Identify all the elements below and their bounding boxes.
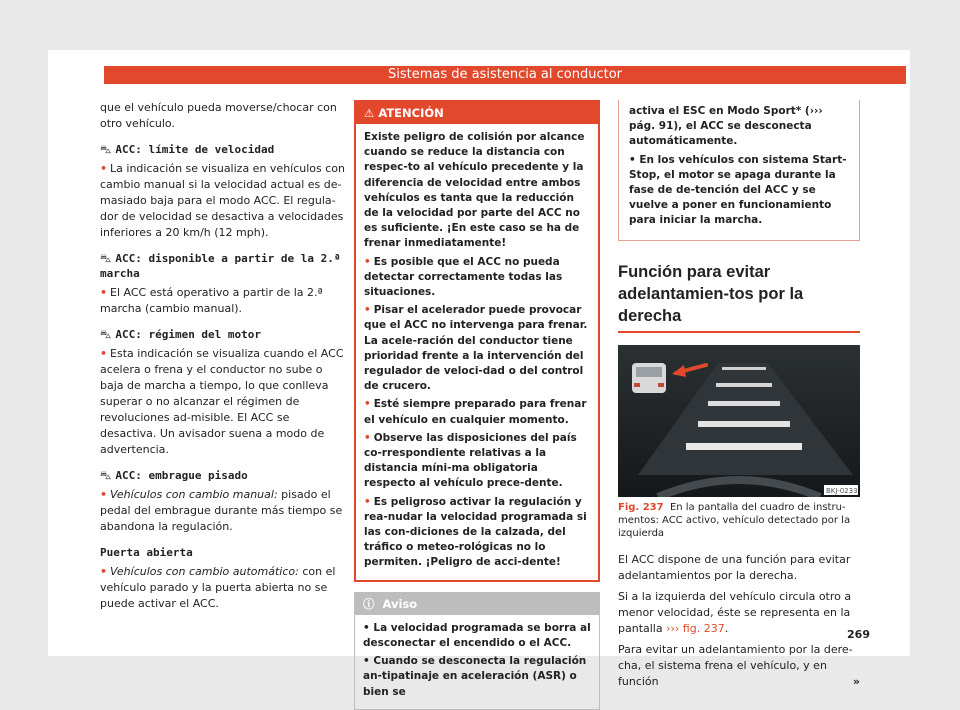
column-right (618, 100, 860, 695)
note-bullet: • La velocidad programada se borra al desconectar el encendido o el ACC. (363, 621, 591, 649)
indicator-second-gear: ⛍ ACC: disponible a partir de la 2.ª marcha (100, 252, 341, 280)
warning-bullet: • Observe las disposiciones del país co-rrespondiente relativas a la distancia míni-ma obligatoria respecto al vehículo prece-dente. (364, 431, 577, 490)
clutch-text: • Vehículos con cambio manual: pisado el pedal del embrague durante más tiempo se abandona la regulación. (100, 488, 343, 533)
column-middle (354, 100, 600, 710)
distance-bar (716, 383, 772, 387)
bullet-icon: • (100, 286, 108, 299)
warning-bullet: • Esté siempre preparado para frenar el vehículo en cualquier momento. (364, 398, 587, 426)
indicator-clutch: ⛍ ACC: embrague pisado (100, 469, 248, 482)
warning-header: ⚠ ATENCIÓN (356, 102, 598, 124)
intro-text: que el vehículo pueda moverse/chocar con otro vehículo. (100, 101, 337, 130)
bullet-icon: • (100, 488, 108, 501)
info-icon: ⓘ (363, 596, 375, 611)
figure-code: BKJ-0233 (826, 486, 858, 495)
continue-arrow: » (852, 674, 860, 688)
note-continuation (618, 100, 860, 241)
note-cont-text: activa el ESC en Modo Sport* (››› pág. 91), el ACC se desconecta automáticamente. (629, 105, 823, 148)
page-number: 269 (847, 628, 870, 641)
figure-cluster-display (618, 345, 860, 497)
acc-lamp-icon: ⛍ (100, 469, 112, 482)
acc-lamp-icon: ⛍ (100, 143, 112, 156)
indicator-speed-limit: ⛍ ACC: límite de velocidad (100, 143, 275, 156)
bullet-icon: • (100, 162, 108, 175)
note-body (355, 615, 599, 709)
engine-speed-text: • Esta indicación se visualiza cuando el ACC acelera o frena y el conductor no sube o baja de marcha a tiempo, lo que conlleva superar o no alcanzar el régimen de revoluciones ad-misible. El ACC se desactiva. Un avisador suena a modo de advertencia. (100, 347, 344, 456)
acc-lamp-icon: ⛍ (100, 328, 112, 341)
warning-triangle-icon: ⚠ (364, 106, 375, 120)
bullet-icon: • (100, 347, 108, 360)
column-left (100, 100, 345, 617)
distance-bar (686, 443, 802, 450)
figure-caption: Fig. 237 En la pantalla del cuadro de instru-mentos: ACC activo, vehículo detectado por la izquierda (618, 501, 851, 539)
note-box (354, 592, 600, 710)
warning-bullet: • Es peligroso activar la regulación y rea-nudar la velocidad programada si las con-diciones de la calzada, del tráfico o meteo-rológicas no lo permiten. ¡Peligro de acci-dente! (364, 495, 587, 569)
acc-lamp-icon: ⛍ (100, 252, 112, 265)
warning-body (356, 124, 598, 580)
page-link[interactable]: ››› pág. 91 (629, 105, 823, 133)
body-paragraph: Si a la izquierda del vehículo circula otro a menor velocidad, éste se representa en la pantalla ››› fig. 237. (618, 589, 852, 635)
body-paragraph: Para evitar un adelantamiento por la dere-cha, el sistema frena el vehículo, y en función » (618, 642, 860, 688)
page (48, 50, 910, 698)
warning-box (354, 100, 600, 582)
distance-bar (708, 401, 780, 406)
indicator-engine-speed: ⛍ ACC: régimen del motor (100, 328, 262, 341)
warning-bullet: • Pisar el acelerador puede provocar que el ACC no intervenga para frenar. La acele-ración del conductor tiene prioridad frente a la intervención del regulador de veloci-dad o del control de crucero. (364, 304, 588, 393)
speed-limit-text: • La indicación se visualiza en vehículos con cambio manual si la velocidad actual es de-masiado baja para el modo ACC. El regula-dor de velocidad se desactiva a velocidades inferiores a 20 km/h (12 mph). (100, 162, 346, 239)
indicator-door-open: Puerta abierta (100, 546, 193, 559)
note-bullet: • Cuando se desconecta la regulación an-tipatinaje en aceleración (ASR) o bien se (363, 655, 587, 698)
cluster-illustration (618, 345, 860, 497)
second-gear-text: • El ACC está operativo a partir de la 2.ª marcha (cambio manual). (100, 286, 323, 315)
distance-bar (722, 367, 766, 370)
figure-link[interactable]: ››› fig. 237 (666, 621, 725, 635)
body-paragraph: El ACC dispone de una función para evitar adelantamientos por la derecha. (618, 552, 851, 582)
chapter-header: Sistemas de asistencia al conductor (104, 66, 906, 84)
door-open-text: • Vehículos con cambio automático: con el vehículo parado y la puerta abierta no se puede activar el ACC. (100, 565, 336, 610)
detected-car-icon (632, 363, 666, 393)
distance-bar (698, 421, 790, 427)
note-bullet: • En los vehículos con sistema Start-Stop, el motor se apaga durante la fase de de-tención del ACC y se vuelve a poner en funcionamiento para iniciar la marcha. (629, 153, 847, 227)
section-title: Función para evitar adelantamien-tos por la derecha (618, 261, 860, 333)
note-header: ⓘ Aviso (355, 593, 599, 615)
warning-intro: Existe peligro de colisión por alcance cuando se reduce la distancia con respec-to al vehículo precedente y la diferencia de velocidad entre ambos vehículos es tanta que la reducción de la velocidad por parte del ACC no es suficiente. ¡En este caso se ha de frenar inmediatamente! (364, 131, 585, 250)
warning-bullet: • Es posible que el ACC no pueda detectar correctamente todas las situaciones. (364, 255, 563, 299)
bullet-icon: • (100, 565, 108, 578)
